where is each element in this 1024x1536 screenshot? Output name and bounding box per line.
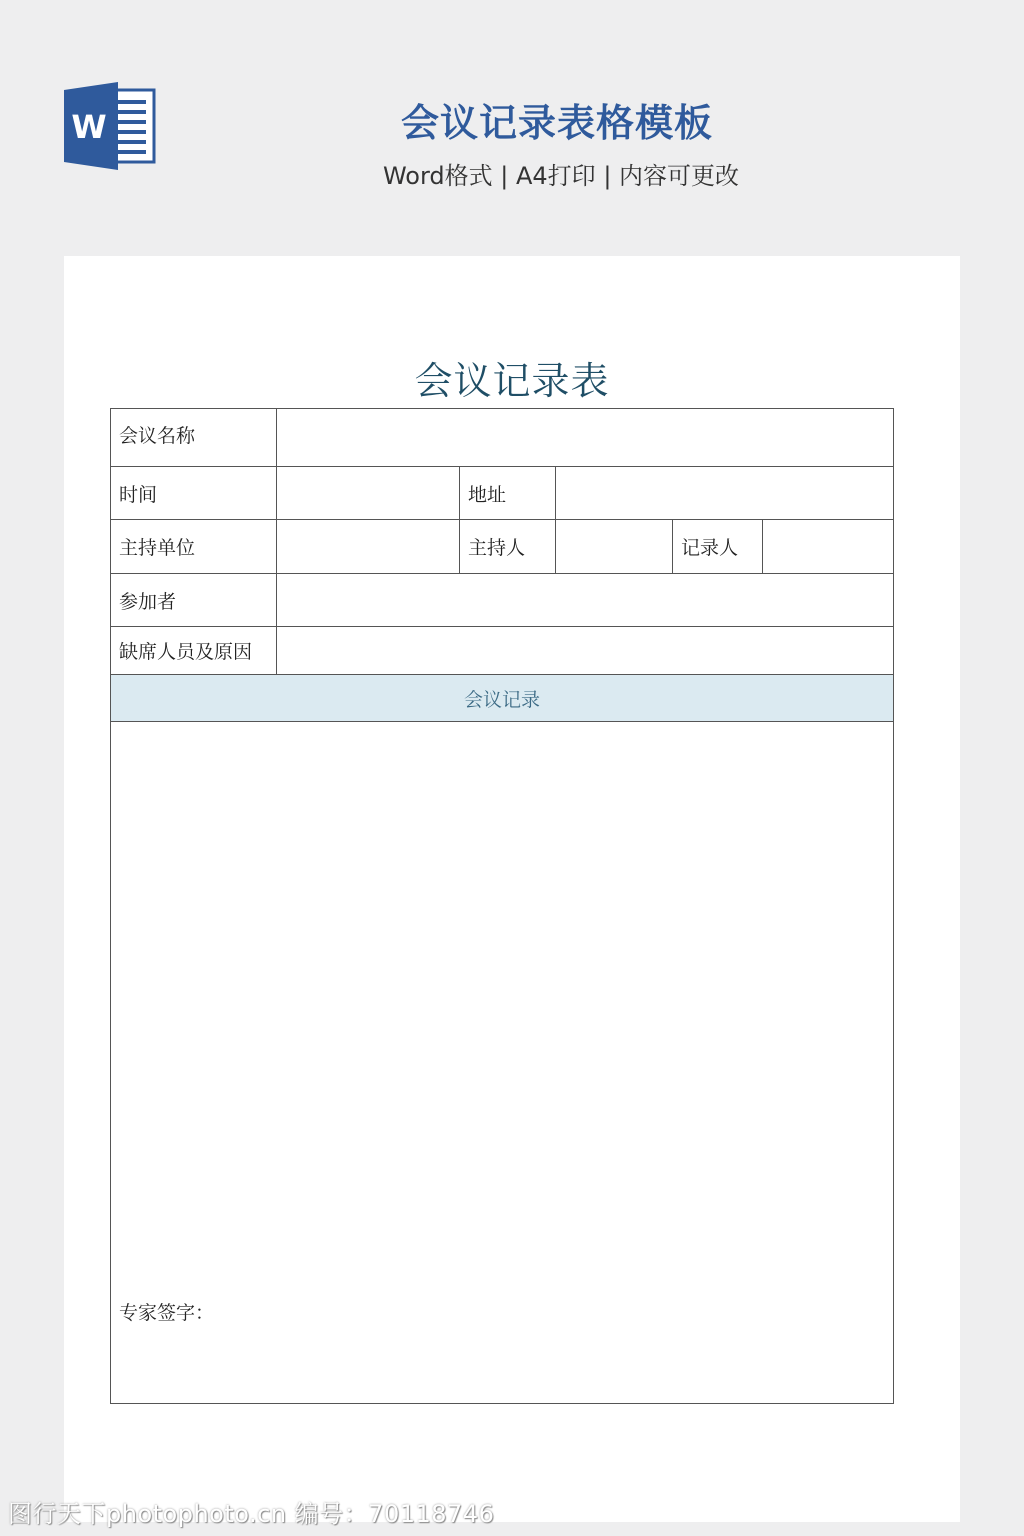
absentees-field[interactable] xyxy=(277,627,894,675)
meeting-record-table xyxy=(110,408,894,1404)
promo-title: 会议记录表格模板 xyxy=(400,101,713,145)
meeting-name-field[interactable] xyxy=(277,409,894,467)
table-row xyxy=(111,409,894,467)
address-label: 地址 xyxy=(460,467,556,520)
table-row xyxy=(111,520,894,574)
meeting-record-header: 会议记录 xyxy=(111,675,894,722)
word-icon-letter: W xyxy=(71,108,107,146)
host-field[interactable] xyxy=(556,520,673,574)
document-sheet xyxy=(64,256,960,1522)
recorder-field[interactable] xyxy=(763,520,894,574)
host-label: 主持人 xyxy=(460,520,556,574)
address-field[interactable] xyxy=(556,467,894,520)
absentees-label: 缺席人员及原因 xyxy=(111,627,277,675)
participants-field[interactable] xyxy=(277,574,894,627)
recorder-label: 记录人 xyxy=(673,520,763,574)
time-label: 时间 xyxy=(111,467,277,520)
promo-header xyxy=(0,0,1024,256)
host-unit-field[interactable] xyxy=(277,520,460,574)
meeting-name-label: 会议名称 xyxy=(111,409,277,467)
table-row xyxy=(111,675,894,722)
table-row xyxy=(111,467,894,520)
table-row xyxy=(111,722,894,1404)
participants-label: 参加者 xyxy=(111,574,277,627)
watermark-text: 图行天下photophoto.cn 编号：70118746 xyxy=(8,1500,495,1528)
time-field[interactable] xyxy=(277,467,460,520)
host-unit-label: 主持单位 xyxy=(111,520,277,574)
table-row xyxy=(111,574,894,627)
meeting-record-area[interactable] xyxy=(111,722,894,1404)
table-row xyxy=(111,627,894,675)
signature-label: 专家签字： xyxy=(119,1302,215,1324)
document-title: 会议记录表 xyxy=(414,359,610,403)
promo-subtitle: Word格式 | A4打印 | 内容可更改 xyxy=(382,162,740,190)
